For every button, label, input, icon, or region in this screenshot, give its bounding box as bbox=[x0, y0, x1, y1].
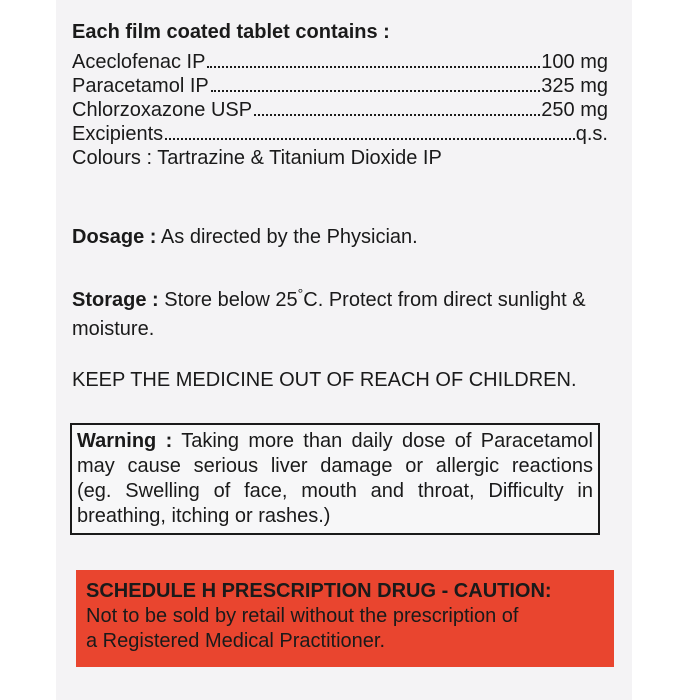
composition-heading: Each film coated tablet contains : bbox=[72, 21, 390, 43]
composition-row-chlorzoxazone bbox=[72, 98, 608, 122]
storage-text-part1: Store below 25 bbox=[158, 289, 298, 311]
warning-text-1: Taking more than daily dose of Paracetamol bbox=[172, 430, 594, 452]
storage-section bbox=[72, 286, 612, 344]
warning-label: Warning : bbox=[77, 430, 173, 452]
caution-title: SCHEDULE H PRESCRIPTION DRUG - CAUTION: bbox=[86, 580, 552, 602]
dosage-label: Dosage : bbox=[72, 226, 157, 248]
colours-text: Colours : Tartrazine & Titanium Dioxide IP bbox=[72, 147, 442, 169]
composition-row-paracetamol bbox=[72, 74, 608, 98]
composition-row-aceclofenac bbox=[72, 50, 608, 74]
storage-text-part2: C. Protect from direct sunlight & moisture. bbox=[72, 289, 586, 340]
warning-line-3: (eg. Swelling of face, mouth and throat, Difficulty in bbox=[77, 480, 593, 502]
warning-line-1 bbox=[77, 429, 593, 454]
ingredient-name: Aceclofenac IP bbox=[72, 51, 206, 73]
dosage-text: As directed by the Physician. bbox=[156, 226, 418, 248]
ingredient-amount: 100 mg bbox=[541, 51, 608, 73]
keep-out-of-reach-notice: KEEP THE MEDICINE OUT OF REACH OF CHILDREN. bbox=[72, 369, 577, 391]
warning-line-4: breathing, itching or rashes.) bbox=[77, 505, 331, 527]
caution-line-2: a Registered Medical Practitioner. bbox=[86, 630, 386, 652]
degree-symbol: ° bbox=[297, 285, 304, 302]
warning-box bbox=[70, 423, 600, 535]
composition-list bbox=[72, 50, 608, 170]
composition-row-excipients bbox=[72, 122, 608, 146]
ingredient-amount: 325 mg bbox=[541, 75, 608, 97]
ingredient-amount: q.s. bbox=[575, 123, 608, 145]
caution-line-1: Not to be sold by retail without the prescription of bbox=[86, 605, 519, 627]
ingredient-name: Chlorzoxazone USP bbox=[72, 99, 253, 121]
dot-leader bbox=[254, 113, 540, 116]
schedule-h-caution-box bbox=[76, 570, 614, 667]
ingredient-name: Excipients bbox=[72, 123, 164, 145]
dot-leader bbox=[165, 137, 575, 140]
storage-label: Storage : bbox=[72, 289, 159, 311]
ingredient-amount: 250 mg bbox=[541, 99, 608, 121]
warning-line-2: may cause serious liver damage or allergic reactions bbox=[77, 455, 593, 477]
dosage-section bbox=[72, 225, 418, 249]
dot-leader bbox=[211, 89, 541, 92]
dot-leader bbox=[207, 65, 540, 68]
ingredient-name: Paracetamol IP bbox=[72, 75, 209, 97]
colours-line bbox=[72, 146, 608, 170]
